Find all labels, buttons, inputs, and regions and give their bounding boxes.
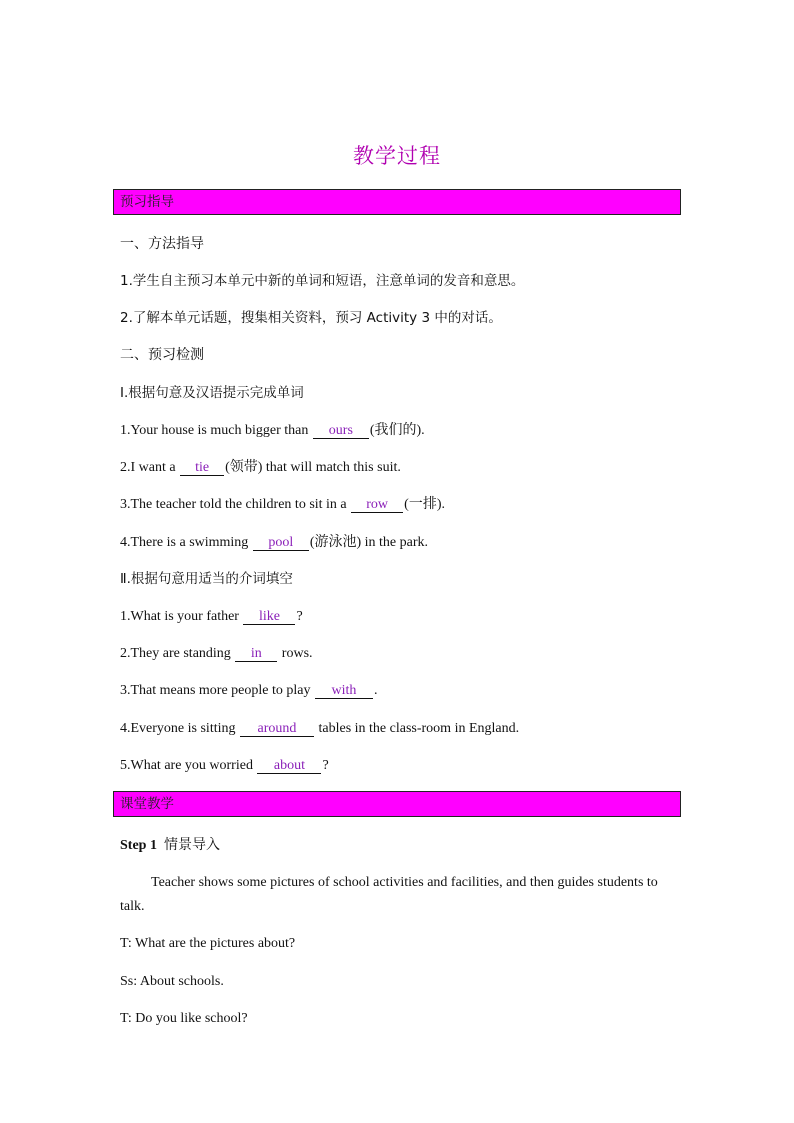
item-text: 3.The teacher told the children to sit in a (120, 497, 351, 512)
part2-heading: Ⅱ.根据句意用适当的介词填空 (120, 571, 293, 587)
item-text: 5.What are you worried (120, 758, 257, 773)
item-text: 2.I want a (120, 460, 180, 475)
step-heading (120, 836, 220, 855)
item-text: 1.What is your father (120, 609, 243, 624)
item-text: ? (296, 609, 303, 624)
item-text: . (374, 683, 378, 698)
exercise-item (120, 534, 428, 552)
answer-blank: around (240, 721, 314, 737)
answer-blank: pool (253, 535, 309, 551)
item-text: tables in the class-room in England. (315, 721, 520, 736)
answer-blank: tie (180, 460, 224, 476)
answer-blank: about (257, 758, 321, 774)
step-paragraph: Teacher shows some pictures of school activities and facilities, and then guides students to talk. (120, 875, 658, 914)
answer-blank: row (351, 497, 403, 513)
item-text: (一排). (404, 497, 445, 512)
answer-blank: in (235, 646, 277, 662)
item-text: 4.Everyone is sitting (120, 721, 239, 736)
item-text: 3.That means more people to play (120, 683, 314, 698)
section-bar-classroom: 课堂教学 (113, 791, 681, 817)
item-text: (游泳池) in the park. (309, 535, 429, 550)
step-title: 情景导入 (163, 837, 220, 853)
exercise-item (120, 720, 519, 738)
exercise-item (120, 496, 445, 514)
answer-blank: ours (313, 423, 369, 439)
item-text: 4.There is a swimming (120, 535, 252, 550)
check-heading: 二、预习检测 (120, 347, 204, 363)
part1-heading: Ⅰ.根据句意及汉语提示完成单词 (120, 385, 304, 401)
method-item-1: 1.学生自主预习本单元中新的单词和短语，注意单词的发音和意思。 (120, 273, 525, 289)
exercise-item (120, 608, 303, 626)
item-text: 2.They are standing (120, 646, 235, 661)
exercise-item (120, 682, 378, 700)
step-label: Step 1 (120, 838, 157, 853)
dialogue-line: T: What are the pictures about? (120, 936, 296, 951)
exercise-item (120, 645, 313, 663)
item-text: rows. (278, 646, 313, 661)
answer-blank: like (243, 609, 295, 625)
answer-blank: with (315, 683, 373, 699)
exercise-item (120, 459, 401, 477)
item-text: 1.Your house is much bigger than (120, 423, 312, 438)
method-heading: 一、方法指导 (120, 236, 204, 252)
exercise-item (120, 757, 329, 775)
method-item-2: 2.了解本单元话题，搜集相关资料，预习 Activity 3 中的对话。 (120, 310, 502, 326)
dialogue-line: T: Do you like school? (120, 1011, 248, 1026)
section-bar-preview: 预习指导 (113, 189, 681, 215)
exercise-item (120, 422, 425, 440)
item-text: ? (322, 758, 329, 773)
dialogue-line: Ss: About schools. (120, 974, 224, 989)
item-text: (领带) that will match this suit. (225, 460, 401, 475)
item-text: (我们的). (369, 423, 425, 438)
page-title: 教学过程 (353, 144, 441, 168)
